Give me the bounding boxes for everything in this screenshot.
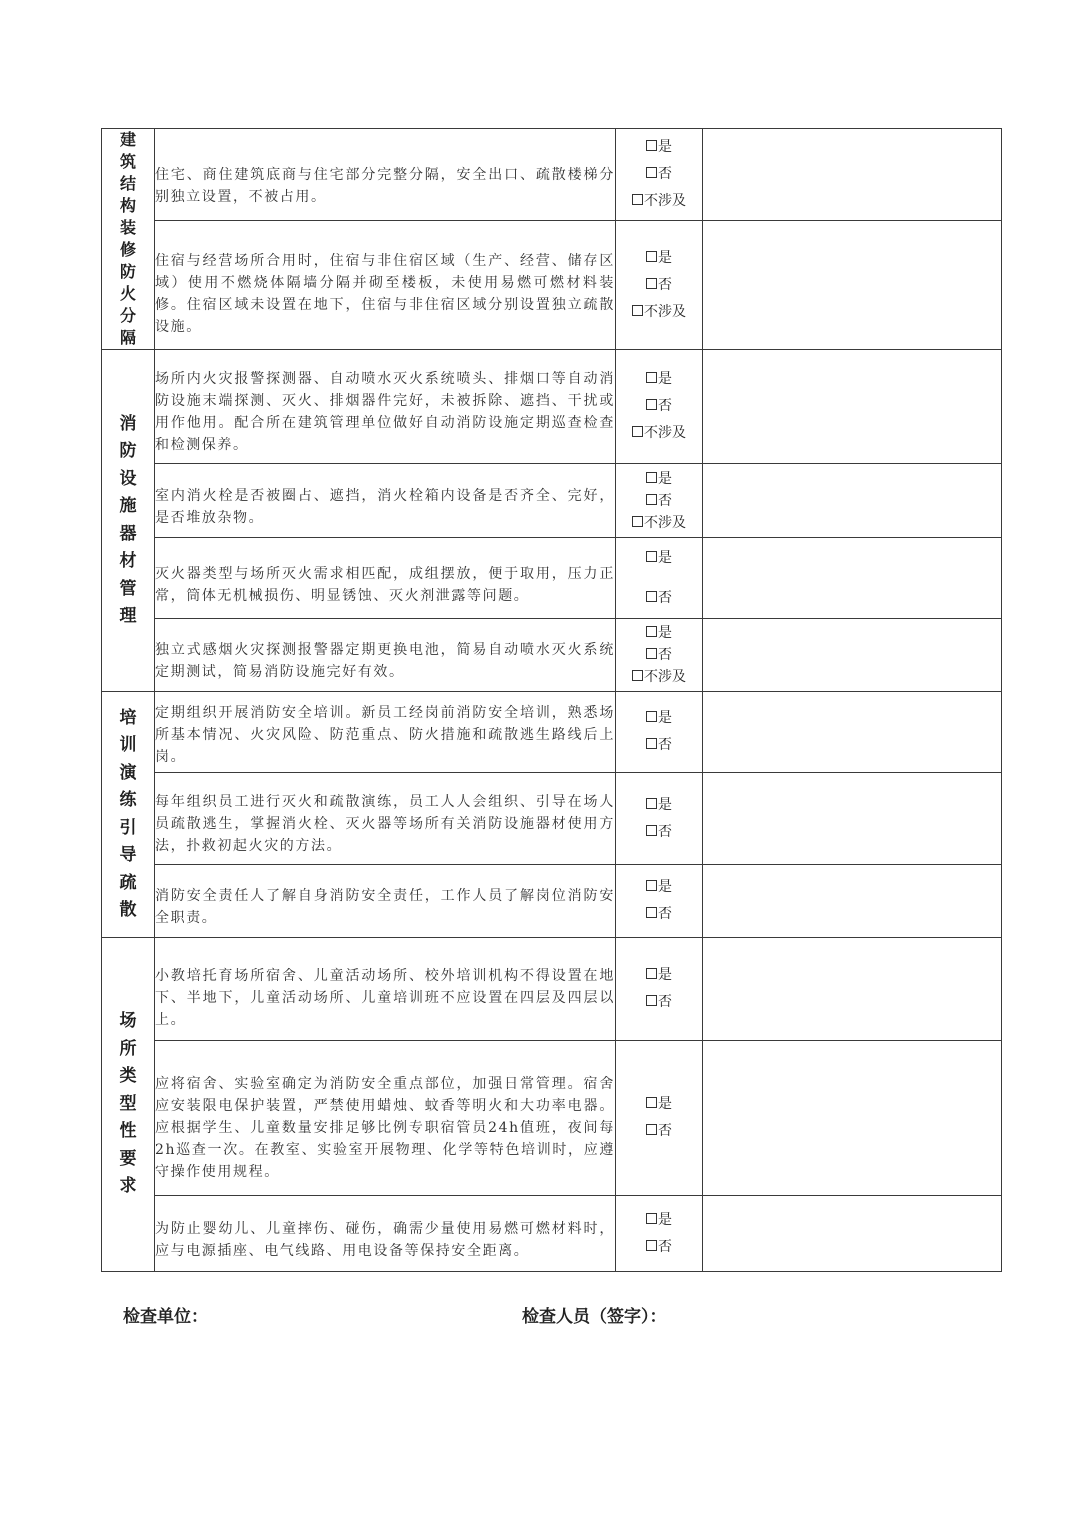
option-yes[interactable] bbox=[616, 622, 702, 644]
checkbox-icon[interactable] bbox=[646, 472, 657, 483]
category-char: 要 bbox=[119, 1148, 137, 1169]
table-row bbox=[102, 865, 1002, 938]
option-label: 否 bbox=[658, 166, 672, 182]
checkbox-icon[interactable] bbox=[646, 278, 657, 289]
option-label: 是 bbox=[658, 967, 672, 983]
options-cell bbox=[616, 538, 703, 619]
category-char: 设 bbox=[119, 468, 137, 489]
checkbox-icon[interactable] bbox=[646, 140, 657, 151]
category-char: 分 bbox=[119, 306, 136, 325]
check-item-text: 场所内火灾报警探测器、自动喷水灭火系统喷头、排烟口等自动消防设施末端探测、灭火、排烟器件完好，未被拆除、遮挡、干扰或用作他用。配合所在建筑管理单位做好自动消防设施定期巡查检查和检测保养。 bbox=[155, 350, 616, 464]
option-yes[interactable] bbox=[616, 705, 702, 732]
category-cell bbox=[102, 350, 155, 692]
category-char: 导 bbox=[119, 845, 137, 865]
remark-cell[interactable] bbox=[703, 1041, 1002, 1196]
category-char: 所 bbox=[119, 1038, 137, 1059]
option-label: 是 bbox=[658, 796, 672, 813]
options-cell bbox=[616, 464, 703, 538]
checkbox-icon[interactable] bbox=[646, 251, 657, 262]
checkbox-icon[interactable] bbox=[646, 1097, 657, 1108]
option-label: 是 bbox=[658, 249, 672, 266]
category-char: 筑 bbox=[119, 152, 136, 171]
check-item-text: 室内消火栓是否被圈占、遮挡，消火栓箱内设备是否齐全、完好，是否堆放杂物。 bbox=[155, 464, 616, 538]
option-yes[interactable] bbox=[616, 538, 702, 578]
remark-cell[interactable] bbox=[703, 938, 1002, 1041]
checkbox-icon[interactable] bbox=[646, 798, 657, 809]
option-label: 是 bbox=[658, 371, 672, 387]
checkbox-icon[interactable] bbox=[632, 426, 643, 437]
category-char: 疏 bbox=[119, 872, 137, 893]
category-char: 场 bbox=[119, 1011, 137, 1032]
category-char: 管 bbox=[119, 578, 137, 599]
checkbox-icon[interactable] bbox=[646, 372, 657, 383]
option-na[interactable] bbox=[616, 512, 702, 534]
check-item-text: 定期组织开展消防安全培训。新员工经岗前消防安全培训，熟悉场所基本情况、火灾风险、防范重点、防火措施和疏散逃生路线后上岗。 bbox=[155, 692, 616, 773]
table-row bbox=[102, 350, 1002, 464]
option-no[interactable] bbox=[616, 161, 702, 188]
check-item-text: 消防安全责任人了解自身消防安全责任，工作人员了解岗位消防安全职责。 bbox=[155, 865, 616, 938]
option-na[interactable] bbox=[616, 188, 702, 215]
checkbox-icon[interactable] bbox=[646, 551, 657, 562]
checkbox-icon[interactable] bbox=[646, 648, 657, 659]
category-char: 隔 bbox=[119, 328, 136, 347]
option-label: 是 bbox=[658, 139, 672, 155]
option-na[interactable] bbox=[616, 420, 702, 447]
option-label: 是 bbox=[658, 710, 672, 726]
option-no[interactable] bbox=[616, 819, 702, 846]
table-row bbox=[102, 619, 1002, 692]
option-yes[interactable] bbox=[616, 468, 702, 490]
option-label: 不涉及 bbox=[644, 514, 686, 531]
table-row bbox=[102, 464, 1002, 538]
checkbox-icon[interactable] bbox=[632, 670, 643, 681]
option-label: 不涉及 bbox=[644, 669, 686, 685]
checkbox-icon[interactable] bbox=[646, 1240, 657, 1251]
option-no[interactable] bbox=[616, 644, 702, 666]
category-char: 装 bbox=[119, 218, 136, 237]
category-char: 培 bbox=[119, 707, 137, 728]
option-label: 否 bbox=[658, 647, 672, 663]
option-no[interactable] bbox=[616, 272, 702, 299]
category-char: 器 bbox=[119, 523, 137, 544]
option-yes[interactable] bbox=[616, 1207, 702, 1234]
checkbox-icon[interactable] bbox=[632, 516, 643, 527]
category-char: 施 bbox=[119, 496, 137, 516]
table-row bbox=[102, 538, 1002, 619]
checkbox-icon[interactable] bbox=[646, 995, 657, 1006]
option-label: 不涉及 bbox=[644, 303, 686, 320]
check-item-text: 为防止婴幼儿、儿童摔伤、碰伤，确需少量使用易燃可燃材料时，应与电源插座、电气线路、用电设备等保持安全距离。 bbox=[155, 1196, 616, 1272]
option-label: 是 bbox=[658, 550, 672, 566]
inspector-signature-label: 检查人员（签字）： bbox=[522, 1307, 667, 1327]
checkbox-icon[interactable] bbox=[646, 825, 657, 836]
option-no[interactable] bbox=[616, 578, 702, 618]
check-item-text: 小教培托育场所宿舍、儿童活动场所、校外培训机构不得设置在地下、半地下，儿童活动场所、儿童培训班不应设置在四层及四层以上。 bbox=[155, 938, 616, 1041]
check-item-text: 独立式感烟火灾探测报警器定期更换电池，简易自动喷水灭火系统定期测试，简易消防设施完好有效。 bbox=[155, 619, 616, 692]
option-no[interactable] bbox=[616, 732, 702, 759]
option-label: 否 bbox=[658, 994, 672, 1010]
remark-cell[interactable] bbox=[703, 464, 1002, 538]
remark-cell[interactable] bbox=[703, 1196, 1002, 1272]
category-char: 防 bbox=[119, 262, 136, 281]
category-char: 消 bbox=[119, 413, 137, 434]
checkbox-icon[interactable] bbox=[646, 907, 657, 918]
table-row bbox=[102, 129, 1002, 221]
options-cell bbox=[616, 1196, 703, 1272]
options-cell bbox=[616, 692, 703, 773]
option-yes[interactable] bbox=[616, 792, 702, 819]
options-cell bbox=[616, 865, 703, 938]
remark-cell[interactable] bbox=[703, 619, 1002, 692]
option-label: 否 bbox=[658, 1123, 672, 1139]
category-cell bbox=[102, 692, 155, 938]
options-cell bbox=[616, 350, 703, 464]
checkbox-icon[interactable] bbox=[646, 494, 657, 505]
option-yes[interactable] bbox=[616, 962, 702, 989]
check-item-text: 每年组织员工进行灭火和疏散演练，员工人人会组织、引导在场人员疏散逃生，掌握消火栓、灭火器等场所有关消防设施器材使用方法，扑救初起火灾的方法。 bbox=[155, 773, 616, 865]
remark-cell[interactable] bbox=[703, 221, 1002, 350]
category-char: 性 bbox=[119, 1121, 137, 1142]
option-yes[interactable] bbox=[616, 874, 702, 901]
category-char: 求 bbox=[119, 1176, 137, 1197]
checkbox-icon[interactable] bbox=[646, 167, 657, 178]
options-cell bbox=[616, 1041, 703, 1196]
category-char: 火 bbox=[119, 284, 136, 303]
category-char: 结 bbox=[119, 174, 136, 193]
option-no[interactable] bbox=[616, 490, 702, 512]
remark-cell[interactable] bbox=[703, 692, 1002, 773]
category-cell bbox=[102, 938, 155, 1272]
option-label: 否 bbox=[658, 590, 672, 606]
checkbox-icon[interactable] bbox=[646, 880, 657, 891]
table-row bbox=[102, 938, 1002, 1041]
remark-cell[interactable] bbox=[703, 773, 1002, 865]
checkbox-icon[interactable] bbox=[632, 305, 643, 316]
option-label: 不涉及 bbox=[644, 193, 686, 209]
check-item-text: 住宿与经营场所合用时，住宿与非住宿区域（生产、经营、储存区域）使用不燃烧体隔墙分隔并砌至楼板，未使用易燃可燃材料装修。住宿区域未设置在地下，住宿与非住宿区域分别设置独立疏散设施。 bbox=[155, 221, 616, 350]
options-cell bbox=[616, 129, 703, 221]
category-char: 建 bbox=[119, 130, 136, 149]
checkbox-icon[interactable] bbox=[632, 194, 643, 205]
category-char: 构 bbox=[119, 196, 136, 215]
category-char: 训 bbox=[119, 735, 137, 755]
remark-cell[interactable] bbox=[703, 538, 1002, 619]
remark-cell[interactable] bbox=[703, 129, 1002, 221]
option-no[interactable] bbox=[616, 1118, 702, 1145]
checkbox-icon[interactable] bbox=[646, 1213, 657, 1224]
option-na[interactable] bbox=[616, 299, 702, 326]
category-char: 防 bbox=[119, 441, 137, 461]
option-no[interactable] bbox=[616, 989, 702, 1016]
checkbox-icon[interactable] bbox=[646, 591, 657, 602]
table-row bbox=[102, 773, 1002, 865]
option-label: 否 bbox=[658, 906, 672, 922]
option-label: 是 bbox=[658, 1211, 672, 1228]
option-label: 否 bbox=[658, 1238, 672, 1255]
category-char: 理 bbox=[119, 606, 137, 626]
option-no[interactable] bbox=[616, 1234, 702, 1261]
option-yes[interactable] bbox=[616, 245, 702, 272]
checkbox-icon[interactable] bbox=[646, 1124, 657, 1135]
check-item-text: 应将宿舍、实验室确定为消防安全重点部位，加强日常管理。宿舍应安装限电保护装置，严禁使用蜡烛、蚊香等明火和大功率电器。应根据学生、儿童数量安排足够比例专职宿管员24h值班，夜间每2h巡查一次。在教室、实验室开展物理、化学等特色培训时，应遵守操作使用规程。 bbox=[155, 1041, 616, 1196]
option-no[interactable] bbox=[616, 901, 702, 928]
category-char: 类 bbox=[119, 1066, 137, 1087]
checkbox-icon[interactable] bbox=[646, 399, 657, 410]
option-yes[interactable] bbox=[616, 134, 702, 161]
option-label: 是 bbox=[658, 879, 672, 895]
options-cell bbox=[616, 938, 703, 1041]
options-cell bbox=[616, 221, 703, 350]
category-char: 散 bbox=[119, 900, 137, 920]
option-no[interactable] bbox=[616, 393, 702, 420]
options-cell bbox=[616, 619, 703, 692]
checkbox-icon[interactable] bbox=[646, 968, 657, 979]
option-label: 是 bbox=[658, 1096, 672, 1112]
option-label: 否 bbox=[658, 492, 672, 509]
category-char: 引 bbox=[119, 817, 137, 838]
option-yes[interactable] bbox=[616, 366, 702, 393]
checkbox-icon[interactable] bbox=[646, 711, 657, 722]
option-label: 是 bbox=[658, 470, 672, 487]
option-label: 否 bbox=[658, 737, 672, 753]
table-row bbox=[102, 1041, 1002, 1196]
category-char: 练 bbox=[119, 790, 137, 810]
category-cell bbox=[102, 129, 155, 350]
category-char: 演 bbox=[119, 762, 137, 783]
checkbox-icon[interactable] bbox=[646, 738, 657, 749]
check-item-text: 灭火器类型与场所灭火需求相匹配，成组摆放，便于取用，压力正常，筒体无机械损伤、明显锈蚀、灭火剂泄露等问题。 bbox=[155, 538, 616, 619]
inspection-table bbox=[101, 128, 1002, 1272]
category-char: 修 bbox=[119, 240, 136, 259]
inspection-unit-label: 检查单位： bbox=[123, 1307, 208, 1327]
table-row bbox=[102, 692, 1002, 773]
options-cell bbox=[616, 773, 703, 865]
option-label: 否 bbox=[658, 398, 672, 414]
checkbox-icon[interactable] bbox=[646, 626, 657, 637]
option-label: 是 bbox=[658, 625, 672, 641]
option-yes[interactable] bbox=[616, 1091, 702, 1118]
table-row bbox=[102, 221, 1002, 350]
option-label: 否 bbox=[658, 823, 672, 840]
option-label: 不涉及 bbox=[644, 425, 686, 441]
option-na[interactable] bbox=[616, 666, 702, 688]
remark-cell[interactable] bbox=[703, 350, 1002, 464]
check-item-text: 住宅、商住建筑底商与住宅部分完整分隔，安全出口、疏散楼梯分别独立设置，不被占用。 bbox=[155, 129, 616, 221]
category-char: 材 bbox=[119, 551, 137, 571]
option-label: 否 bbox=[658, 276, 672, 293]
category-char: 型 bbox=[119, 1093, 137, 1114]
table-row bbox=[102, 1196, 1002, 1272]
remark-cell[interactable] bbox=[703, 865, 1002, 938]
